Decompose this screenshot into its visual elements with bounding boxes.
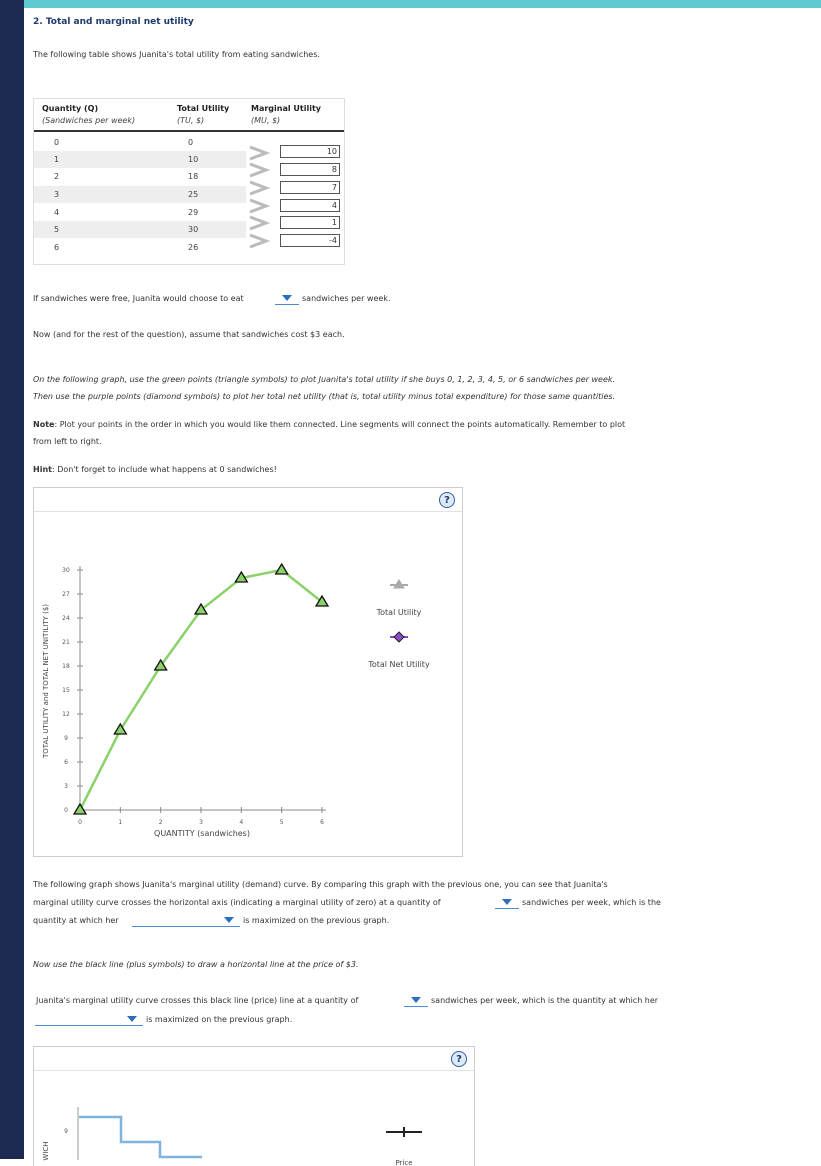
- free-sandwiches-question-before: If sandwiches were free, Juanita would choose to eat: [33, 294, 244, 303]
- hint-line: [33, 465, 277, 474]
- marginal-utility-input[interactable]: 4: [280, 199, 340, 212]
- mu-paragraph-line-3-before: quantity at which her: [33, 916, 119, 925]
- note-label: Note: [33, 420, 55, 429]
- maximized-measure-dropdown[interactable]: [35, 1013, 143, 1026]
- total-utility-cell: 25: [188, 190, 199, 199]
- hint-label: Hint: [33, 465, 52, 474]
- legend-price-label: Price: [395, 1159, 413, 1166]
- col-header-total-utility-sub: (TU, $): [177, 116, 205, 125]
- y-tick-label: 12: [62, 711, 70, 718]
- quantity-cell: 3: [54, 190, 60, 199]
- col-header-quantity: Quantity (Q): [42, 104, 99, 113]
- left-sidebar-strip: [0, 0, 24, 1159]
- chevron-down-icon: [224, 917, 234, 923]
- instruction-line-2: Then use the purple points (diamond symbols) to plot her total net utility (that is, total utility minus total expenditure) for those same quantities.: [33, 392, 616, 401]
- y-tick-label: 18: [62, 663, 70, 670]
- diamond-icon: [394, 632, 404, 642]
- total-utility-cell: 18: [188, 172, 199, 181]
- chevron-right-icon: [248, 145, 270, 161]
- chevron-right-icon: [248, 215, 270, 231]
- quantity-cell: 0: [54, 138, 60, 147]
- legend-price-line-tool[interactable]: [386, 1127, 422, 1137]
- table-row: [34, 221, 246, 238]
- total-utility-chart[interactable]: [34, 488, 462, 856]
- table-header-rule: [34, 130, 344, 132]
- legend-total-utility-tool[interactable]: [390, 580, 408, 588]
- mu-paragraph-line-2-before: marginal utility curve crosses the horizontal axis (indicating a marginal utility of zero) at a quantity of: [33, 898, 441, 907]
- table-row: [34, 239, 246, 256]
- y-tick-label: 15: [62, 687, 70, 694]
- total-utility-cell: 0: [188, 138, 194, 147]
- marginal-utility-step-curve: [79, 1117, 202, 1157]
- intro-text: The following table shows Juanita's total utility from eating sandwiches.: [33, 50, 320, 59]
- quantity-cell: 4: [54, 208, 60, 217]
- black-line-instruction: Now use the black line (plus symbols) to draw a horizontal line at the price of $3.: [33, 960, 359, 969]
- chevron-right-icon: [248, 180, 270, 196]
- quantity-cell: 2: [54, 172, 60, 181]
- total-utility-point: [276, 564, 288, 574]
- maximized-quantity-dropdown[interactable]: [132, 914, 240, 927]
- table-row: [34, 186, 246, 203]
- table-row: [34, 134, 246, 151]
- y-tick-label: 27: [62, 591, 70, 598]
- free-sandwiches-question-after: sandwiches per week.: [302, 294, 391, 303]
- y-tick-label: 9: [64, 1128, 68, 1135]
- x-tick-label: 0: [78, 819, 82, 826]
- zero-mu-quantity-dropdown[interactable]: [495, 896, 519, 909]
- table-row: [34, 168, 246, 185]
- col-header-marginal-utility: Marginal Utility: [251, 104, 321, 113]
- y-tick-label: 21: [62, 639, 70, 646]
- note-line-2: from left to right.: [33, 437, 102, 446]
- utility-table: [33, 98, 345, 265]
- marginal-utility-input[interactable]: 1: [280, 216, 340, 229]
- col-header-total-utility: Total Utility: [177, 104, 230, 113]
- total-utility-graph-panel: [33, 487, 463, 857]
- marginal-utility-chart[interactable]: [34, 1047, 474, 1166]
- total-utility-cell: 26: [188, 243, 199, 252]
- total-utility-cell: 29: [188, 208, 199, 217]
- y-axis-label: WICH: [42, 1141, 50, 1161]
- y-tick-label: 6: [64, 759, 68, 766]
- help-icon[interactable]: ?: [439, 492, 455, 508]
- col-header-marginal-utility-sub: (MU, $): [251, 116, 281, 125]
- question-title: 2. Total and marginal net utility: [33, 17, 194, 27]
- y-tick-label: 24: [62, 615, 70, 622]
- x-tick-label: 2: [158, 819, 163, 826]
- chevron-right-icon: [248, 198, 270, 214]
- chevron-down-icon: [411, 997, 421, 1003]
- mu-paragraph-line-1: The following graph shows Juanita's marginal utility (demand) curve. By comparing this graph with the previous one, you can see that Juanita's: [33, 880, 608, 889]
- price-cross-quantity-dropdown[interactable]: [404, 994, 428, 1007]
- quantity-cell: 6: [54, 243, 60, 252]
- chevron-down-icon: [282, 295, 292, 301]
- total-utility-point: [74, 804, 86, 814]
- x-tick-label: 1: [118, 819, 123, 826]
- quantity-cell: 5: [54, 225, 60, 234]
- y-tick-label: 3: [64, 783, 68, 790]
- marginal-utility-input[interactable]: 10: [280, 145, 340, 158]
- table-row: [34, 151, 246, 168]
- x-axis-label: QUANTITY (sandwiches): [154, 829, 250, 838]
- free-quantity-dropdown[interactable]: [275, 292, 299, 305]
- x-tick-label: 5: [279, 819, 284, 826]
- x-tick-label: 4: [239, 819, 244, 826]
- instruction-line-1: On the following graph, use the green points (triangle symbols) to plot Juanita's total utility if she buys 0, 1, 2, 3, 4, 5, or 6 sandwiches per week.: [33, 375, 616, 384]
- total-utility-cell: 10: [188, 155, 199, 164]
- marginal-utility-input[interactable]: 8: [280, 163, 340, 176]
- crosses-paragraph-line-1-after: sandwiches per week, which is the quantity at which her: [431, 996, 659, 1005]
- table-row: [34, 204, 246, 221]
- top-accent-bar: [24, 0, 821, 8]
- y-axis-label: TOTAL UTILITY and TOTAL NET UNITILITY ($): [42, 603, 50, 759]
- mu-paragraph-line-2-after: sandwiches per week, which is the: [522, 898, 661, 907]
- y-tick-label: 30: [62, 567, 70, 574]
- marginal-utility-input[interactable]: 7: [280, 181, 340, 194]
- marginal-utility-graph-panel: [33, 1046, 475, 1166]
- crosses-paragraph-line-2-after: is maximized on the previous graph.: [146, 1015, 293, 1024]
- help-icon[interactable]: ?: [451, 1051, 467, 1067]
- note-line-1: [33, 420, 625, 429]
- chevron-right-icon: [248, 162, 270, 178]
- chevron-right-icon: [248, 233, 270, 249]
- legend-total-net-utility-tool[interactable]: [390, 632, 408, 642]
- chevron-down-icon: [502, 899, 512, 905]
- x-tick-label: 3: [199, 819, 203, 826]
- total-utility-cell: 30: [188, 225, 199, 234]
- y-tick-label: 0: [64, 807, 68, 814]
- note-text: : Plot your points in the order in which you would like them connected. Line segments will connect the points automatically. Remember to plot: [54, 420, 626, 429]
- quantity-cell: 1: [54, 155, 60, 164]
- cost-assumption-text: Now (and for the rest of the question), assume that sandwiches cost $3 each.: [33, 330, 345, 339]
- marginal-utility-input[interactable]: -4: [280, 234, 340, 247]
- x-tick-label: 6: [320, 819, 324, 826]
- chevron-down-icon: [127, 1016, 137, 1022]
- y-tick-label: 9: [64, 735, 68, 742]
- hint-text: : Don't forget to include what happens at 0 sandwiches!: [51, 465, 277, 474]
- question-content: [24, 8, 821, 1166]
- mu-paragraph-line-3-after: is maximized on the previous graph.: [243, 916, 390, 925]
- crosses-paragraph-line-1-before: Juanita's marginal utility curve crosses this black line (price) line at a quantity of: [36, 996, 359, 1005]
- col-header-quantity-sub: (Sandwiches per week): [42, 116, 136, 125]
- legend-total-utility-label: Total Utility: [376, 608, 422, 617]
- legend-total-net-utility-label: Total Net Utility: [368, 660, 430, 669]
